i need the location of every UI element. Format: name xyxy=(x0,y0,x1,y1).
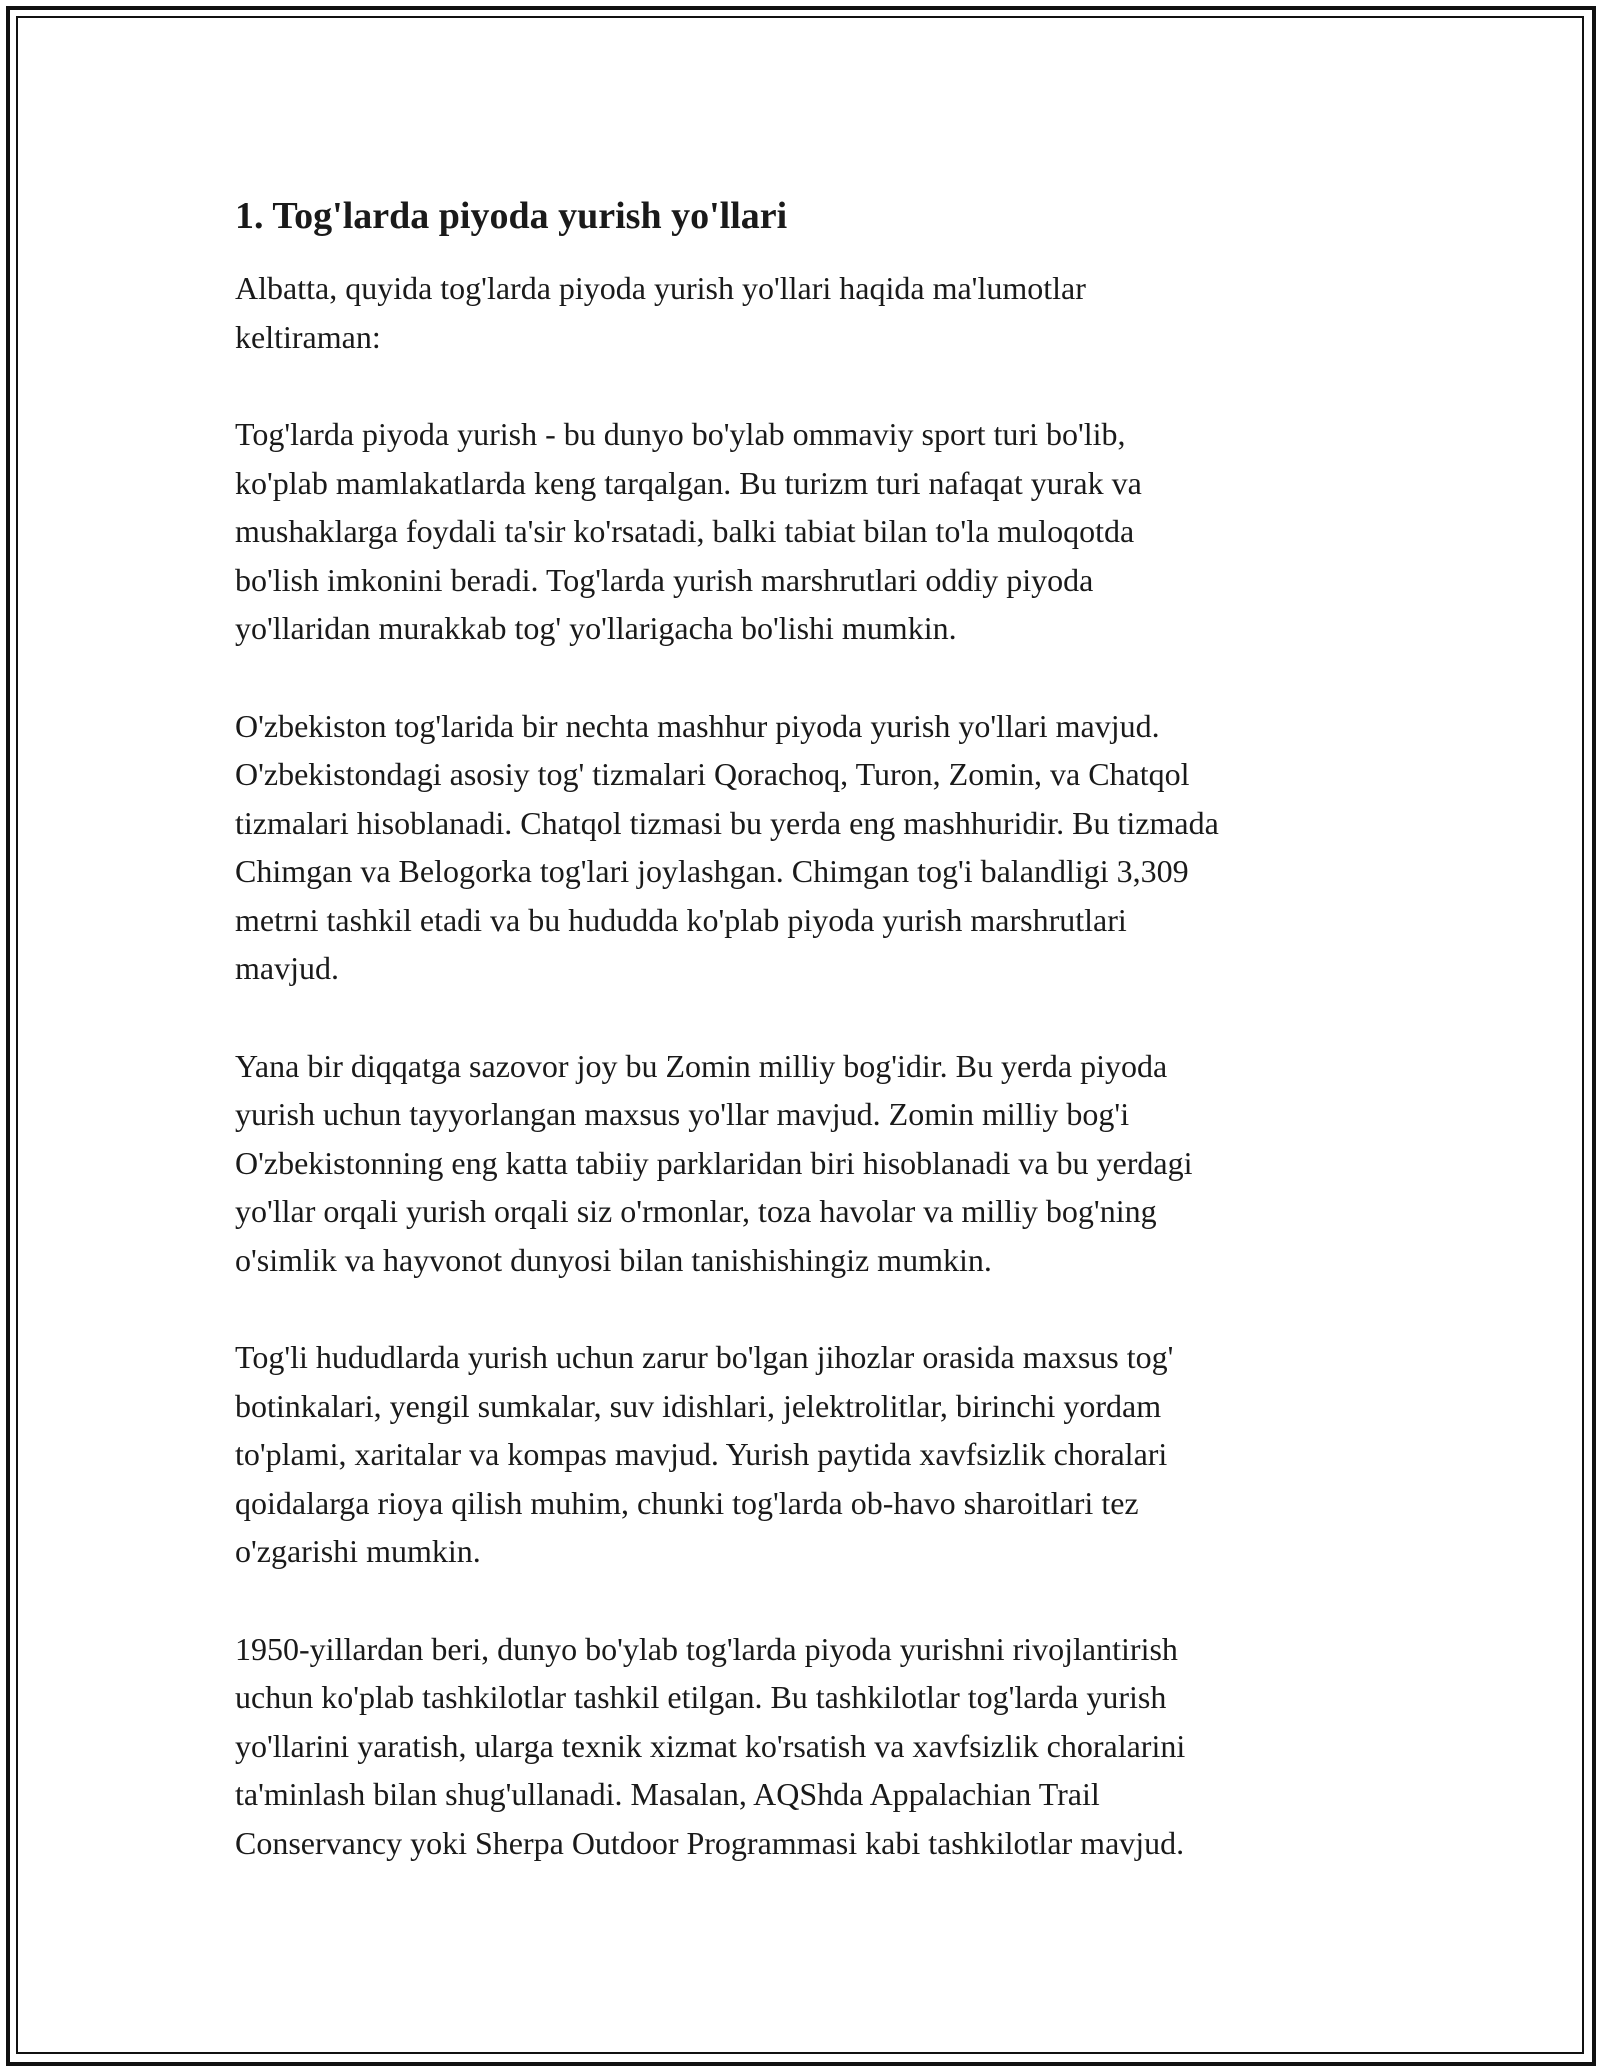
text-line: O'zbekiston tog'larida bir nechta mashhur piyoda yurish yo'llari mavjud. xyxy=(235,707,1160,744)
text-line: yo'llaridan murakkab tog' yo'llarigacha bo'lishi mumkin. xyxy=(235,610,957,646)
paragraph xyxy=(235,264,1375,361)
text-line: ta'minlash bilan shug'ullanadi. Masalan, AQShda Appalachian Trail xyxy=(235,1776,1100,1812)
paragraph xyxy=(235,1042,1375,1285)
text-line: to'plami, xaritalar va kompas mavjud. Yurish paytida xavfsizlik choralari xyxy=(235,1436,1168,1472)
document-title: 1. Tog'larda piyoda yurish yo'llari xyxy=(235,195,788,237)
text-line: 1950-yillardan beri, dunyo bo'ylab tog'larda piyoda yurishni rivojlantirish xyxy=(235,1630,1178,1667)
text-line: bo'lish imkonini beradi. Tog'larda yurish marshrutlari oddiy piyoda xyxy=(235,561,1094,598)
paragraph-list xyxy=(235,264,1375,1867)
document-body xyxy=(235,190,1375,1916)
text-line: Tog'li hududlarda yurish uchun zarur bo'lgan jihozlar orasida maxsus tog' xyxy=(235,1339,1174,1375)
text-line: yurish uchun tayyorlangan maxsus yo'llar mavjud. Zomin milliy bog'i xyxy=(235,1096,1130,1132)
text-line: uchun ko'plab tashkilotlar tashkil etilgan. Bu tashkilotlar tog'larda yurish xyxy=(235,1679,1167,1715)
text-line: O'zbekistonning eng katta tabiiy parklaridan biri hisoblanadi va bu yerdagi xyxy=(235,1144,1193,1181)
paragraph xyxy=(235,702,1375,993)
text-line: O'zbekistondagi asosiy tog' tizmalari Qorachoq, Turon, Zomin, va Chatqol xyxy=(235,756,1190,792)
text-line: yo'llarini yaratish, ularga texnik xizmat ko'rsatish va xavfsizlik choralarini xyxy=(235,1727,1186,1764)
text-line: Tog'larda piyoda yurish - bu dunyo bo'ylab ommaviy sport turi bo'lib, xyxy=(235,416,1126,452)
text-line: mavjud. xyxy=(235,950,339,986)
text-line: botinkalari, yengil sumkalar, suv idishlari, jelektrolitlar, birinchi yordam xyxy=(235,1387,1162,1424)
paragraph xyxy=(235,1333,1375,1576)
text-line: o'zgarishi mumkin. xyxy=(235,1533,481,1569)
text-line: mushaklarga foydali ta'sir ko'rsatadi, balki tabiat bilan to'la muloqotda xyxy=(235,513,1135,549)
text-line: keltiraman: xyxy=(235,318,381,355)
text-line: Chimgan va Belogorka tog'lari joylashgan. Chimgan tog'i balandligi 3,309 xyxy=(235,853,1189,889)
text-line: ko'plab mamlakatlarda keng tarqalgan. Bu turizm turi nafaqat yurak va xyxy=(235,464,1142,501)
text-line: Albatta, quyida tog'larda piyoda yurish yo'llari haqida ma'lumotlar xyxy=(235,270,1086,306)
text-line: Conservancy yoki Sherpa Outdoor Programmasi kabi tashkilotlar mavjud. xyxy=(235,1824,1185,1861)
text-line: metrni tashkil etadi va bu hududda ko'plab piyoda yurish marshrutlari xyxy=(235,901,1127,938)
text-line: yo'llar orqali yurish orqali siz o'rmonlar, toza havolar va milliy bog'ning xyxy=(235,1193,1157,1229)
text-line: o'simlik va hayvonot dunyosi bilan tanishishingiz mumkin. xyxy=(235,1241,992,1278)
text-line: Yana bir diqqatga sazovor joy bu Zomin milliy bog'idir. Bu yerda piyoda xyxy=(235,1047,1168,1084)
text-line: qoidalarga rioya qilish muhim, chunki tog'larda ob-havo sharoitlari tez xyxy=(235,1484,1139,1521)
paragraph xyxy=(235,1625,1375,1868)
paragraph xyxy=(235,410,1375,653)
text-line: tizmalari hisoblanadi. Chatqol tizmasi bu yerda eng mashhuridir. Bu tizmada xyxy=(235,804,1219,841)
